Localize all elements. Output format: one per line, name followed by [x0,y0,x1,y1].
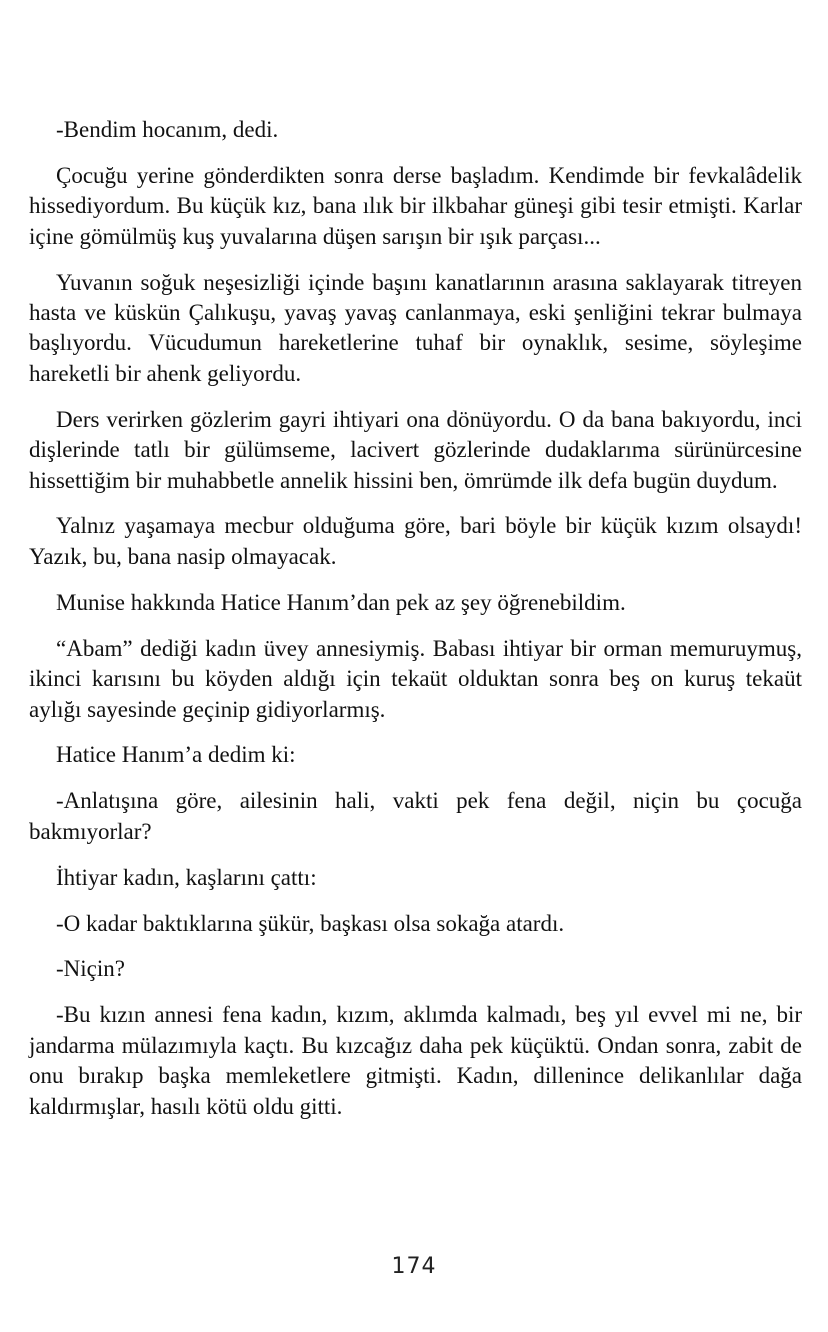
body-text [29,115,802,1137]
paragraph-7: “Abam” dediği kadın üvey annesiymiş. Babası ihtiyar bir orman memuruymuş, ikinci karısını bu köyden aldığı için tekaüt olduktan sonra beş on kuruş tekaüt aylığı sayesinde geçinip gidiyorlarmış. [29,635,802,722]
paragraph-5: Yalnız yaşamaya mecbur olduğuma göre, bari böyle bir küçük kızım olsaydı! Yazık, bu, bana nasip olmayacak. [29,513,802,569]
paragraph-8: Hatice Hanım’a dedim ki: [56,742,296,768]
paragraph-1: -Bendim hocanım, dedi. [56,117,279,142]
paragraph-10: İhtiyar kadın, kaşlarını çattı: [56,864,317,890]
paragraph-13: -Bu kızın annesi fena kadın, kızım, aklımda kalmadı, beş yıl evvel mi ne, bir jandarma mülazımıyla kaçtı. Bu kızcağız daha pek küçüktü. Ondan sonra, zabit de onu bırakıp başka memleketlere gitmişti. Kadın, dillenince delikanlılar dağa kaldırmışlar, hasılı kötü oldu gitti. [29,1002,802,1119]
paragraph-4: Ders verirken gözlerim gayri ihtiyari ona dönüyordu. O da bana bakıyordu, inci dişlerinde tatlı bir gülümseme, lacivert gözlerinde dudaklarıma sürünürcesine hissettiğim bir muhabbetle annelik hissini ben, ömrümde ilk defa bugün duydum. [29,406,802,493]
paragraph-9: -Anlatışına göre, ailesinin hali, vakti pek fena değil, niçin bu çocuğa bakmıyorlar? [29,788,802,844]
paragraph-6: Munise hakkında Hatice Hanım’dan pek az şey öğrenebildim. [56,589,626,615]
page-number: 174 [391,1254,437,1279]
paragraph-11: -O kadar baktıklarına şükür, başkası olsa sokağa atardı. [56,910,565,936]
paragraph-3: Yuvanın soğuk neşesizliği içinde başını kanatlarının arasına saklayarak titreyen hasta ve küskün Çalıkuşu, yavaş yavaş canlanmaya, eski şenliğini tekrar bulmaya başlıyordu. Vücudumun hareketlerine tuhaf bir oynaklık, sesime, söyleşime hareketli bir ahenk geliyordu. [29,269,802,386]
paragraph-2: Çocuğu yerine gönderdikten sonra derse başladım. Kendimde bir fevkalâdelik hissediyordum. Bu küçük kız, bana ılık bir ilkbahar güneşi gibi tesir etmişti. Karlar içine gömülmüş kuş yuvalarına düşen sarışın bir ışık parçası... [29,162,802,249]
paragraph-12: -Niçin? [56,956,125,982]
